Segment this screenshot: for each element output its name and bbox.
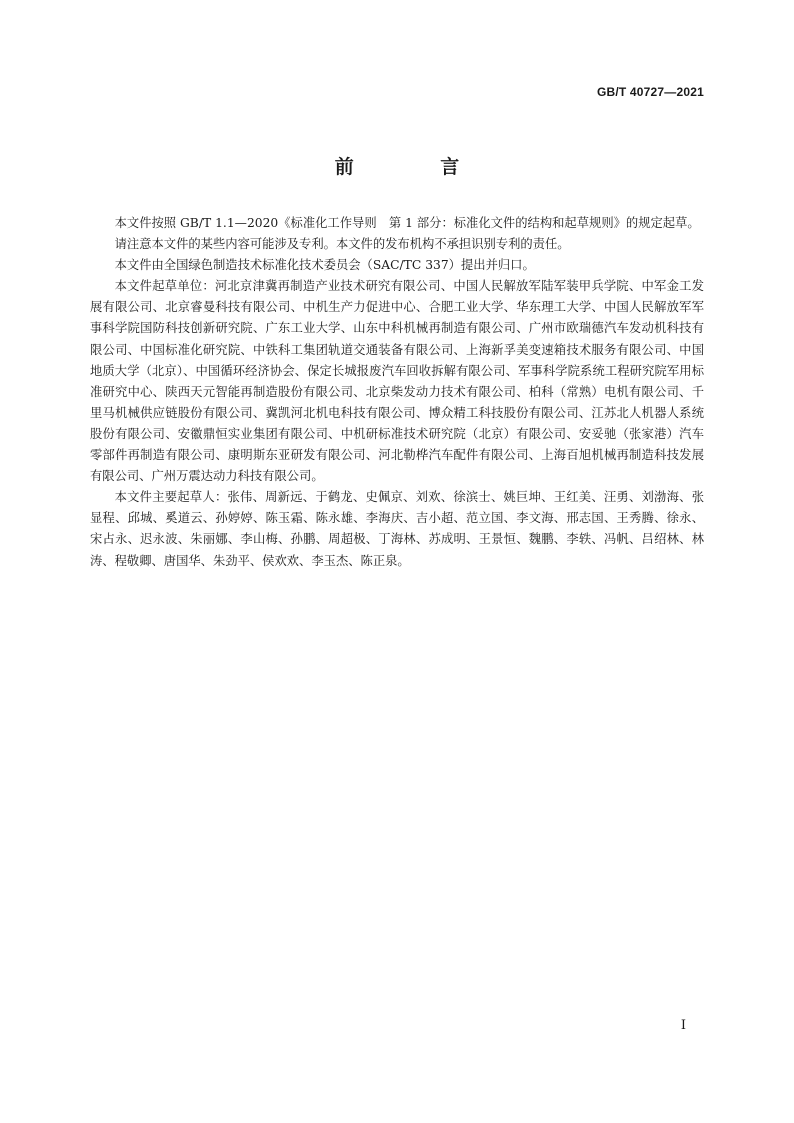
paragraph-committee: 本文件由全国绿色制造技术标准化技术委员会（SAC/TC 337）提出并归口。: [114, 258, 535, 273]
page-title: 前 言: [334, 156, 500, 178]
standard-code: GB/T 40727—2021: [596, 85, 704, 99]
paragraph-drafters: 本文件主要起草人：张伟、周新远、于鹤龙、史佩京、刘欢、徐滨士、姚巨坤、王红美、汪勇、刘渤海、张显程、邱城、奚道云、孙婷婷、陈玉霜、陈永雄、李海庆、吉小超、范立国、李文海、邢志国、王秀腾、徐永、宋占永、迟永波、朱丽娜、李山梅、孙鹏、周超极、丁海林、苏成明、王景恒、魏鹏、李轶、冯帆、吕绍林、林涛、程敬卿、唐国华、朱劲平、侯欢欢、李玉杰、陈正泉。: [90, 490, 704, 568]
paragraph-drafting-rules: 本文件按照 GB/T 1.1—2020《标准化工作导则 第 1 部分：标准化文件的结构和起草规则》的规定起草。: [114, 216, 700, 230]
page-number: I: [680, 1018, 686, 1033]
paragraph-drafting-units: 本文件起草单位：河北京津冀再制造产业技术研究有限公司、中国人民解放军陆军装甲兵学院、中军金工发展有限公司、北京睿曼科技有限公司、中机生产力促进中心、合肥工业大学、华东理工大学、中国人民解放军军事科学院国防科技创新研究院、广东工业大学、山东中科机械再制造有限公司、广州市欧瑞德汽车发动机科技有限公司、中国标准化研究院、中铁科工集团轨道交通装备有限公司、上海新孚美变速箱技术服务有限公司、中国地质大学（北京）、中国循环经济协会、保定长城报废汽车回收拆解有限公司、军事科学院系统工程研究院军用标准研究中心、陕西天元智能再制造股份有限公司、北京柴发动力技术有限公司、柏科（常熟）电机有限公司、千里马机械供应链股份有限公司、冀凯河北机电科技有限公司、博众精工科技股份有限公司、江苏北人机器人系统股份有限公司、安徽鼎恒实业集团有限公司、中机研标准技术研究院（北京）有限公司、安妥驰（张家港）汽车零部件再制造有限公司、康明斯东亚研发有限公司、河北勒桦汽车配件有限公司、上海百旭机械再制造科技发展有限公司、广州万震达动力科技有限公司。: [90, 279, 704, 484]
paragraph-patent-notice: 请注意本文件的某些内容可能涉及专利。本文件的发布机构不承担识别专利的责任。: [114, 237, 570, 252]
foreword-body: [90, 213, 704, 572]
